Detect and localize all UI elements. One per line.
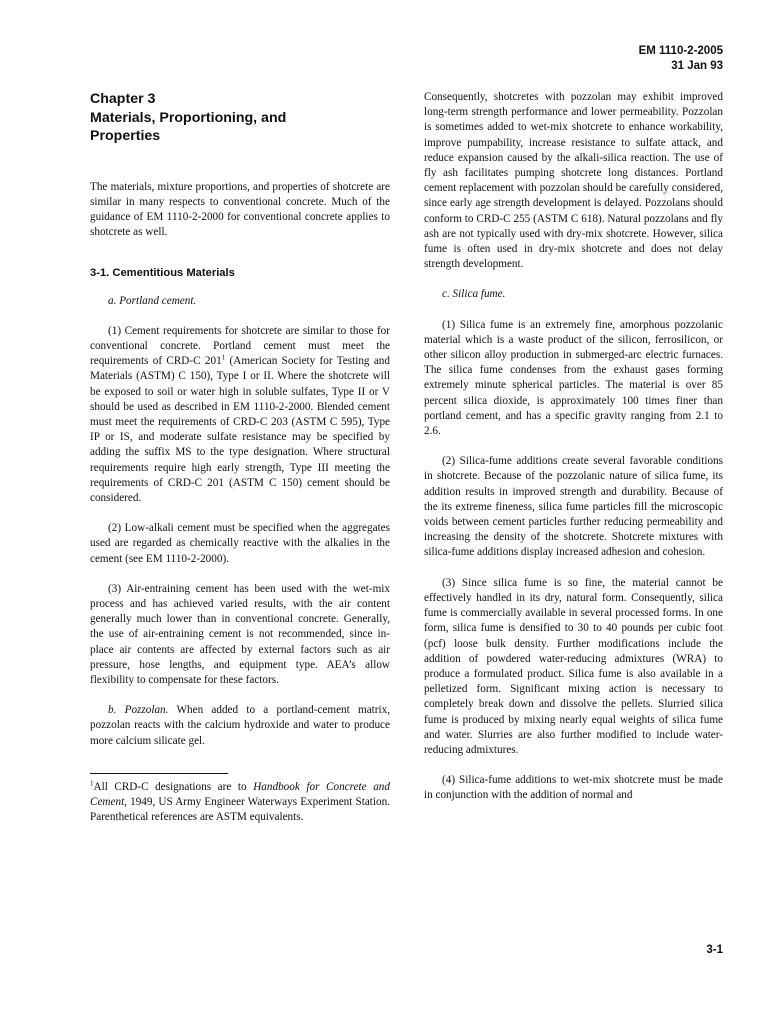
subheading-pozzolan: b. Pozzolan. bbox=[108, 704, 169, 717]
paragraph-portland-3: (3) Air-entraining cement has been used with the wet-mix process and has achieved varied results, with the air content generally much lower than in conventional concrete. Generally, the use of air-entraining cement is not recommended, since in-place air contents are affected by external factors such as air pressure, hose lengths, and equipment type. AEA’s allow flexibility to compensate for these factors. bbox=[90, 582, 390, 686]
section-heading-3-1: 3-1. Cementitious Materials bbox=[90, 267, 235, 280]
chapter-title-line2: Properties bbox=[90, 128, 161, 144]
subheading-portland-cement: a. Portland cement. bbox=[108, 294, 197, 307]
paragraph-silica-2: (2) Silica-fume additions create several favorable conditions in shotcrete. Because of the pozzolanic nature of silica fume, its addition results in improved strength and durability. Because of the its extreme fineness, silica fume particles fill the microscopic voids between cement particles further reducing permeability and increasing the density of the shotcrete. Shotcrete mixtures with silica-fume additions display increased adhesion and cohesion. bbox=[424, 455, 723, 559]
chapter-title bbox=[90, 90, 390, 146]
footnote-reference: 1 bbox=[221, 353, 226, 362]
document-date: 31 Jan 93 bbox=[671, 60, 723, 72]
chapter-title-line1: Materials, Proportioning, and bbox=[90, 109, 287, 126]
paragraph-silica-4: (4) Silica-fume additions to wet-mix shotcrete must be made in conjunction with the addition of normal and bbox=[424, 774, 723, 802]
left-column bbox=[90, 90, 390, 825]
chapter-number: Chapter 3 bbox=[90, 91, 156, 107]
footnote-separator bbox=[90, 773, 228, 774]
footnote: $^1$All CRD-C designations are to Handbook for Concrete and Cement, 1949, US Army Engineer Waterways Experiment Station. Parenthetical references are ASTM equivalents. bbox=[90, 779, 390, 824]
footnote-marker: 1 bbox=[90, 779, 94, 788]
right-column bbox=[424, 90, 723, 804]
paragraph-silica-3: (3) Since silica fume is so fine, the material cannot be effectively handled in its dry, natural form. Consequently, silica fume is commercially available in several processed forms. In one form, silica fume is densified to 30 to 40 pounds per cubic foot (pcf) loose bulk density. Further modifications include the addition of powdered water-reducing admixtures (WRA) to produce a formulated product. Silica fume is also available in a pelletized form. Significant mixing action is necessary to completely break down and dissolve the pellets. Slurried silica fume is produced by mixing nearly equal weights of silica fume and water. Slurries are also further modified to include water-reducing admixtures. bbox=[424, 576, 723, 756]
document-number: EM 1110-2-2005 bbox=[638, 45, 723, 57]
paragraph-pozzolan: b. Pozzolan. When added to a portland-cement matrix, pozzolan reacts with the calcium hydroxide and water to produce more calcium silicate gel. bbox=[90, 704, 390, 747]
intro-paragraph: The materials, mixture proportions, and properties of shotcrete are similar in many respects to conventional concrete. Much of the guidance of EM 1110-2-2000 for conventional concrete applies to shotcrete as well. bbox=[90, 180, 390, 239]
paragraph-portland-1: (1) Cement requirements for shotcrete are similar to those for conventional concrete. Portland cement must meet the requirements of CRD-C $201^1$ (American Society for Testing and Materials (ASTM) C 150), Type I or II. Where the shotcrete will be exposed to soil or water high in soluble sulfates, Type II or V should be used as described in EM 1110-2-2000. Blended cement must meet the requirements of CRD-C 203 (ASTM C 595), Type IP or IS, and moderate sulfate resistance may be specified by adding the suffix MS to the type designation. Where structural requirements require high early strength, Type III meeting the requirements of CRD-C 201 (ASTM C 150) cement should be considered. bbox=[90, 324, 390, 504]
page-number: 3-1 bbox=[706, 944, 723, 956]
subheading-silica-fume: c. Silica fume. bbox=[442, 288, 506, 301]
paragraph-silica-1: (1) Silica fume is an extremely fine, amorphous pozzolanic material which is a waste product of the silicon, ferrosilicon, or other silicon alloy production in submerged-arc electric furnaces. The silica fume condenses from the exhaust gases forming extremely minute spherical particles. The material is over 85 percent silica dioxide, is approximately 100 times finer than portland cement, and has a specific gravity ranging from 2.1 to 2.6. bbox=[424, 318, 723, 438]
running-header bbox=[639, 44, 723, 74]
paragraph-portland-2: (2) Low-alkali cement must be specified when the aggregates used are regarded as chemically reactive with the alkalies in the cement (see EM 1110-2-2000). bbox=[90, 522, 390, 565]
paragraph-pozzolan-continued: Consequently, shotcretes with pozzolan may exhibit improved long-term strength performance and lower permeability. Pozzolan is sometimes added to wet-mix shotcrete to enhance workability, improve pumpability, increase resistance to sulfate attack, and reduce expansion caused by the alkali-silica reaction. The use of fly ash facilitates pumping shotcrete long distances. Portland cement replacement with pozzolan should be carefully considered, since early age strength development is delayed. Pozzolans should conform to CRD-C 255 (ASTM C 618). Natural pozzolans and fly ash are not typically used with dry-mix shotcrete. However, silica fume is often used in dry-mix shotcrete and does not delay strength development. bbox=[424, 91, 723, 271]
